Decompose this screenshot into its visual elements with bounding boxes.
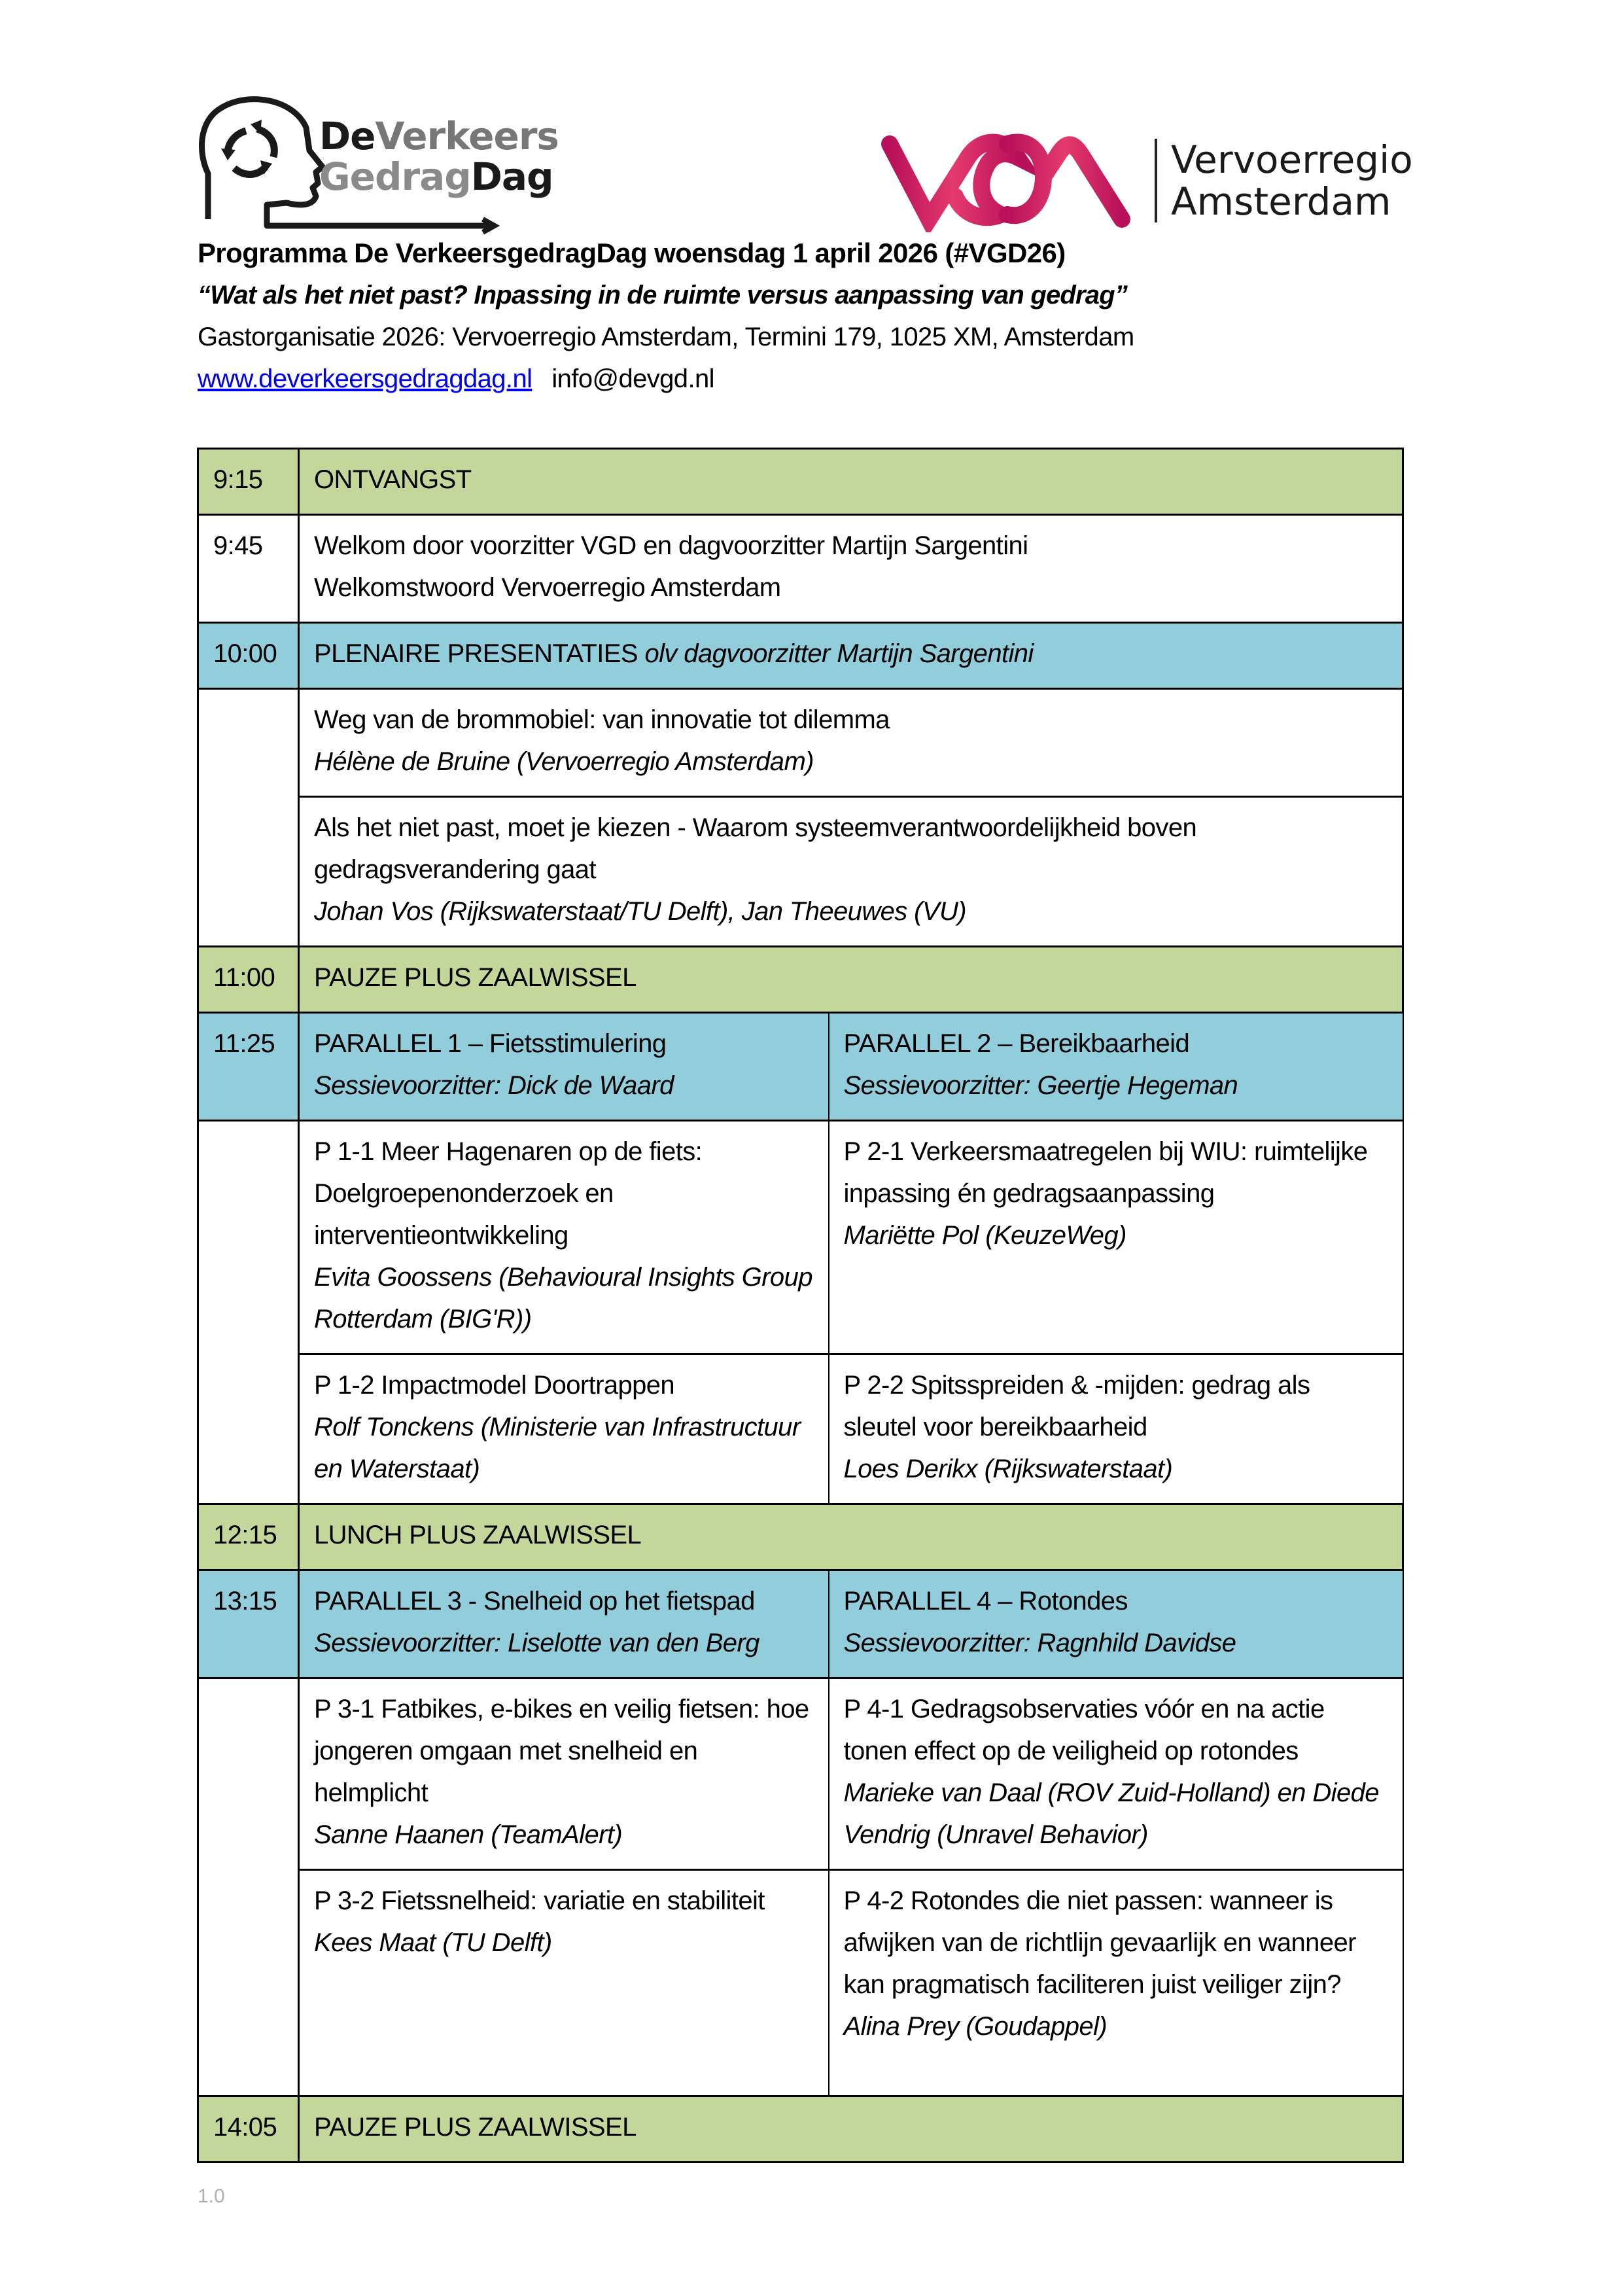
parallel-title: PARALLEL 2 – Bereikbaarheid bbox=[843, 1029, 1190, 1058]
table-row bbox=[198, 2096, 1403, 2163]
time-cell: 13:15 bbox=[198, 1570, 299, 1678]
logo-text-dag: Dag bbox=[470, 154, 553, 199]
table-row bbox=[198, 1504, 1403, 1570]
table-row bbox=[198, 689, 1403, 797]
parallel-header bbox=[829, 1013, 1403, 1121]
time-cell-empty bbox=[198, 689, 299, 947]
parallel-chair: Sessievoorzitter: Liselotte van den Berg bbox=[314, 1629, 759, 1657]
session-cell bbox=[829, 1121, 1403, 1354]
time-cell-empty bbox=[198, 1678, 299, 2096]
table-row bbox=[198, 947, 1403, 1013]
item-cell: PAUZE PLUS ZAALWISSEL bbox=[299, 2096, 1403, 2163]
table-row bbox=[198, 449, 1403, 515]
session-cell bbox=[829, 1870, 1403, 2096]
session-cell bbox=[829, 1354, 1403, 1504]
website-link[interactable]: www.deverkeersgedragdag.nl bbox=[198, 364, 532, 393]
document-header bbox=[198, 232, 1440, 400]
item-cell bbox=[299, 515, 1403, 623]
session-speaker: Kees Maat (TU Delft) bbox=[314, 1928, 552, 1957]
presentation-title: Weg van de brommobiel: van innovatie tot dilemma bbox=[314, 705, 890, 734]
session-title: P 2-1 Verkeersmaatregelen bij WIU: ruimtelijke inpassing én gedragsaanpassing bbox=[843, 1137, 1368, 1208]
presentation-speaker: Johan Vos (Rijkswaterstaat/TU Delft), Jan Theeuwes (VU) bbox=[314, 897, 966, 926]
parallel-chair: Sessievoorzitter: Ragnhild Davidse bbox=[843, 1629, 1236, 1657]
item-cell: PAUZE PLUS ZAALWISSEL bbox=[299, 947, 1403, 1013]
session-cell bbox=[299, 1121, 829, 1354]
time-cell: 10:00 bbox=[198, 623, 299, 689]
welcome-line: Welkom door voorzitter VGD en dagvoorzitter Martijn Sargentini bbox=[314, 531, 1028, 560]
presentation-cell bbox=[299, 797, 1403, 947]
parallel-header bbox=[299, 1013, 829, 1121]
session-chair: olv dagvoorzitter Martijn Sargentini bbox=[644, 639, 1034, 668]
parallel-chair: Sessievoorzitter: Geertje Hegeman bbox=[843, 1071, 1238, 1100]
time-cell: 14:05 bbox=[198, 2096, 299, 2163]
logo-divider bbox=[1155, 139, 1157, 222]
presentation-speaker: Hélène de Bruine (Vervoerregio Amsterdam) bbox=[314, 747, 814, 776]
session-title: P 2-2 Spitsspreiden & -mijden: gedrag als sleutel voor bereikbaarheid bbox=[843, 1371, 1310, 1441]
session-label: PLENAIRE PRESENTATIES bbox=[314, 639, 645, 668]
session-speaker: Rolf Tonckens (Ministerie van Infrastructuur en Waterstaat) bbox=[314, 1413, 801, 1483]
time-cell: 9:45 bbox=[198, 515, 299, 623]
time-cell: 9:15 bbox=[198, 449, 299, 515]
parallel-chair: Sessievoorzitter: Dick de Waard bbox=[314, 1071, 674, 1100]
session-speaker: Sanne Haanen (TeamAlert) bbox=[314, 1820, 623, 1849]
table-row bbox=[198, 1354, 1403, 1504]
vra-monogram-icon bbox=[877, 131, 1151, 232]
table-row bbox=[198, 1678, 1403, 1870]
session-title: P 1-1 Meer Hagenaren op de fiets: Doelgroepenonderzoek en interventieontwikkeling bbox=[314, 1137, 703, 1250]
table-row bbox=[198, 515, 1403, 623]
time-cell-empty bbox=[198, 1121, 299, 1504]
welcome-line: Welkomstwoord Vervoerregio Amsterdam bbox=[314, 573, 781, 602]
session-cell bbox=[299, 1870, 829, 2096]
session-speaker: Loes Derikx (Rijkswaterstaat) bbox=[843, 1455, 1173, 1483]
logo-text-verkeers: Verkeers bbox=[375, 114, 559, 158]
time-cell: 11:00 bbox=[198, 947, 299, 1013]
email-address[interactable]: info@devgd.nl bbox=[551, 364, 714, 393]
session-title: P 1-2 Impactmodel Doortrappen bbox=[314, 1371, 675, 1400]
session-speaker: Marieke van Daal (ROV Zuid-Holland) en Diede Vendrig (Unravel Behavior) bbox=[843, 1778, 1379, 1849]
item-cell: LUNCH PLUS ZAALWISSEL bbox=[299, 1504, 1403, 1570]
parallel-header bbox=[299, 1570, 829, 1678]
session-title: P 3-2 Fietssnelheid: variatie en stabiliteit bbox=[314, 1886, 765, 1915]
session-title: P 4-1 Gedragsobservaties vóór en na actie tonen effect op de veiligheid op rotondes bbox=[843, 1695, 1325, 1765]
session-cell bbox=[299, 1678, 829, 1870]
logo-text-gedrag: Gedrag bbox=[319, 154, 471, 199]
verkeersgedragdag-logo bbox=[195, 95, 559, 236]
item-cell bbox=[299, 623, 1403, 689]
host-organisation: Gastorganisatie 2026: Vervoerregio Amsterdam, Termini 179, 1025 XM, Amsterdam bbox=[198, 323, 1134, 351]
parallel-title: PARALLEL 4 – Rotondes bbox=[843, 1587, 1128, 1616]
program-table bbox=[197, 448, 1404, 2163]
logo-text-de: De bbox=[319, 114, 375, 158]
contact-line bbox=[198, 358, 1440, 400]
session-title: P 4-2 Rotondes die niet passen: wanneer is afwijken van de richtlijn gevaarlijk en wanneer kan pragmatisch faciliteren juist veiliger zijn? bbox=[843, 1886, 1356, 1999]
table-row bbox=[198, 623, 1403, 689]
time-cell: 11:25 bbox=[198, 1013, 299, 1121]
logo-text-amsterdam: Amsterdam bbox=[1171, 179, 1391, 224]
presentation-cell bbox=[299, 689, 1403, 797]
parallel-title: PARALLEL 1 – Fietsstimulering bbox=[314, 1029, 667, 1058]
page-title: Programma De VerkeersgedragDag woensdag 1 april 2026 (#VGD26) bbox=[198, 238, 1066, 268]
session-cell bbox=[829, 1678, 1403, 1870]
session-speaker: Alina Prey (Goudappel) bbox=[843, 2012, 1108, 2041]
table-row bbox=[198, 1013, 1403, 1121]
session-title: P 3-1 Fatbikes, e-bikes en veilig fietsen: hoe jongeren omgaan met snelheid en helmplicht bbox=[314, 1695, 809, 1807]
theme-subtitle: “Wat als het niet past? Inpassing in de ruimte versus aanpassing van gedrag” bbox=[198, 281, 1128, 309]
table-row bbox=[198, 797, 1403, 947]
item-cell: ONTVANGST bbox=[299, 449, 1403, 515]
parallel-title: PARALLEL 3 - Snelheid op het fietspad bbox=[314, 1587, 755, 1616]
session-speaker: Mariëtte Pol (KeuzeWeg) bbox=[843, 1221, 1126, 1250]
table-row bbox=[198, 1870, 1403, 2096]
time-cell: 12:15 bbox=[198, 1504, 299, 1570]
version-number: 1.0 bbox=[198, 2185, 225, 2207]
parallel-header bbox=[829, 1570, 1403, 1678]
table-row bbox=[198, 1121, 1403, 1354]
session-speaker: Evita Goossens (Behavioural Insights Group Rotterdam (BIG'R)) bbox=[314, 1263, 812, 1333]
vervoerregio-amsterdam-logo bbox=[877, 131, 1452, 232]
logo-text-vervoerregio: Vervoerregio bbox=[1171, 137, 1413, 182]
presentation-title: Als het niet past, moet je kiezen - Waarom systeemverantwoordelijkheid boven gedragsverandering gaat bbox=[314, 813, 1197, 884]
session-cell bbox=[299, 1354, 829, 1504]
table-row bbox=[198, 1570, 1403, 1678]
